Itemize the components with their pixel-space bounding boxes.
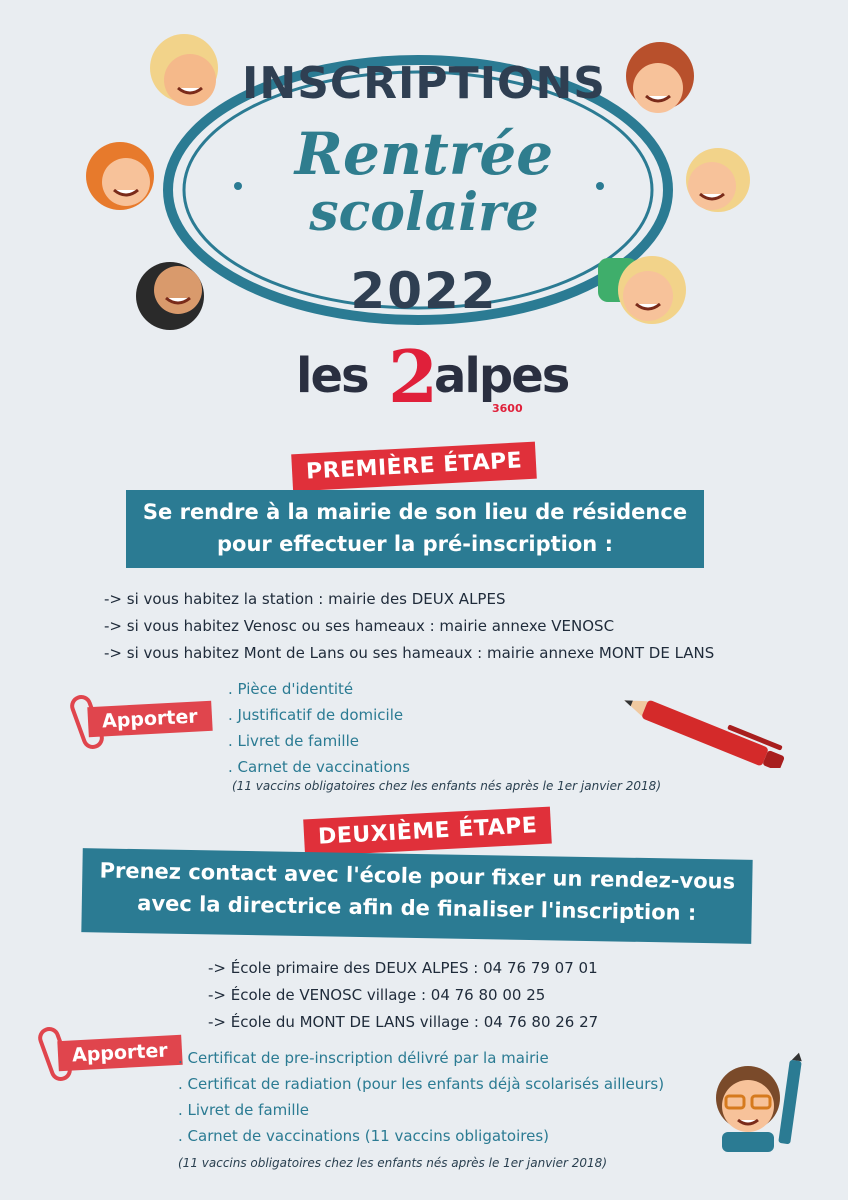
- step1-tag: PREMIÈRE ÉTAPE: [291, 442, 537, 492]
- step2-apporter-label: Apporter: [57, 1035, 182, 1071]
- step2-docs-list: [178, 1045, 664, 1149]
- logo-les: les: [296, 348, 368, 404]
- step1-band-line2: pour effectuer la pré-inscription :: [217, 532, 613, 556]
- boy-with-pencil-icon: [700, 1052, 812, 1152]
- step2-vaccine-note: (11 vaccins obligatoires chez les enfants nés après le 1er janvier 2018): [178, 1156, 607, 1170]
- step1-band-line1: Se rendre à la mairie de son lieu de résidence: [142, 500, 688, 524]
- step1-vaccine-note: (11 vaccins obligatoires chez les enfants nés après le 1er janvier 2018): [232, 779, 661, 793]
- list-item: . Certificat de pre-inscription délivré par la mairie: [178, 1049, 549, 1067]
- list-item: . Carnet de vaccinations (11 vaccins obligatoires): [178, 1127, 549, 1145]
- list-item: . Pièce d'identité: [228, 680, 354, 698]
- step1-apporter-label: Apporter: [87, 701, 212, 737]
- list-item: . Justificatif de domicile: [228, 706, 404, 724]
- les2alpes-logo: [296, 334, 569, 420]
- red-pen-icon: [614, 698, 796, 768]
- logo-alpes: alpes: [434, 348, 569, 404]
- step1-line-station: -> si vous habitez la station : mairie des DEUX ALPES: [104, 590, 506, 608]
- list-item: . Certificat de radiation (pour les enfants déjà scolarisés ailleurs): [178, 1075, 665, 1093]
- school-venosc: -> École de VENOSC village : 04 76 80 00 25: [208, 986, 546, 1004]
- logo-digit: 2: [388, 334, 439, 419]
- step1-docs-list: [228, 676, 410, 780]
- step2-schools-list: [208, 955, 598, 1036]
- title-scolaire: scolaire: [309, 182, 539, 243]
- step2-tag: DEUXIÈME ÉTAPE: [303, 807, 552, 857]
- title-rentree: Rentrée: [294, 120, 554, 188]
- list-item: . Carnet de vaccinations: [228, 758, 410, 776]
- step1-line-montdelans: -> si vous habitez Mont de Lans ou ses hameaux : mairie annexe MONT DE LANS: [104, 644, 715, 662]
- title-inscriptions: INSCRIPTIONS: [242, 58, 606, 109]
- list-item: . Livret de famille: [178, 1101, 309, 1119]
- step1-line-venosc: -> si vous habitez Venosc ou ses hameaux : mairie annexe VENOSC: [104, 617, 615, 635]
- title-year: 2022: [350, 262, 498, 320]
- school-deux-alpes: -> École primaire des DEUX ALPES : 04 76 79 07 01: [208, 959, 598, 977]
- step2-band: [81, 848, 752, 944]
- school-mont-de-lans: -> École du MONT DE LANS village : 04 76 80 26 27: [208, 1013, 599, 1031]
- logo-altitude: 3600: [492, 402, 523, 415]
- step2-band-line1: Prenez contact avec l'école pour fixer un rendez-vous: [99, 858, 736, 894]
- list-item: . Livret de famille: [228, 732, 359, 750]
- step1-band: [126, 490, 704, 568]
- step2-band-line2: avec la directrice afin de finaliser l'inscription :: [137, 891, 697, 925]
